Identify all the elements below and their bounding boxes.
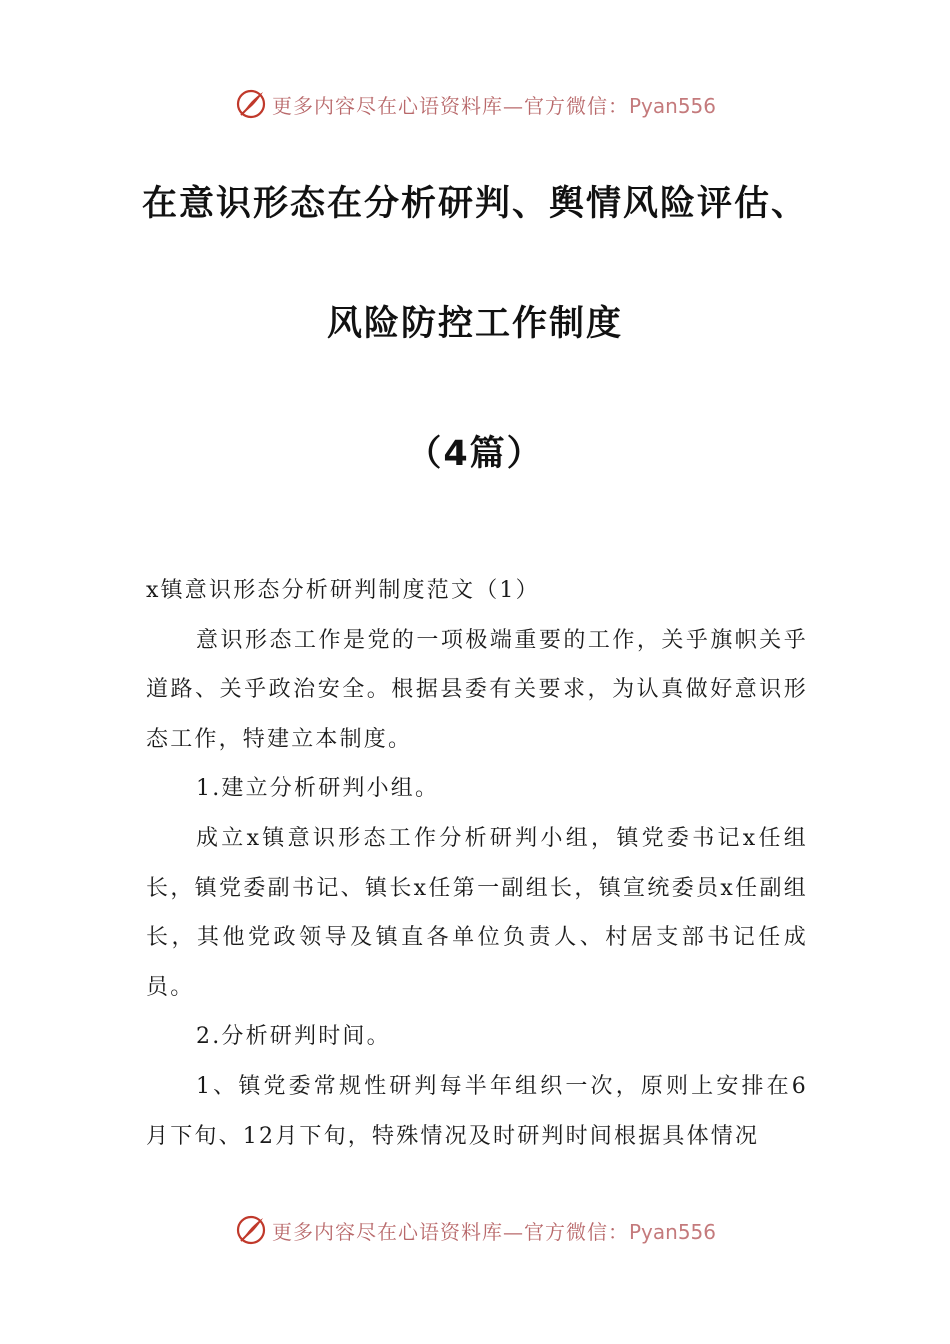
- document-body: [146, 566, 808, 1161]
- watermark-text: 更多内容尽在心语资料库—官方微信：Pyan556: [271, 1219, 716, 1244]
- document-title-line-1: 在意识形态在分析研判、舆情风险评估、: [141, 184, 808, 224]
- paragraph-time: 1、镇党委常规性研判每半年组织一次，原则上安排在6月下旬、12月下旬，特殊情况及时研判时间根据具体情况: [146, 1073, 808, 1149]
- section-heading: x镇意识形态分析研判制度范文（1）: [146, 578, 540, 603]
- footer-watermark: [0, 1210, 950, 1250]
- subheading-2: 2.分析研判时间。: [196, 1024, 391, 1050]
- document-title-count: （4篇）: [406, 434, 544, 474]
- document-title-line-2: 风险防控工作制度: [326, 304, 623, 344]
- header-watermark: [0, 84, 950, 124]
- paragraph-group: 成立x镇意识形态工作分析研判小组，镇党委书记x任组长，镇党委副书记、镇长x任第一副组长，镇宣统委员x任副组长，其他党政领导及镇直各单位负责人、村居支部书记任成员。: [146, 825, 808, 1000]
- feather-quill-icon: [234, 1213, 268, 1247]
- subheading-1: 1.建立分析研判小组。: [196, 776, 440, 802]
- paragraph-intro: 意识形态工作是党的一项极端重要的工作，关乎旗帜关乎道路、关乎政治安全。根据县委有关要求，为认真做好意识形态工作，特建立本制度。: [146, 627, 808, 752]
- watermark-text: 更多内容尽在心语资料库—官方微信：Pyan556: [271, 93, 716, 118]
- feather-quill-icon: [234, 87, 268, 121]
